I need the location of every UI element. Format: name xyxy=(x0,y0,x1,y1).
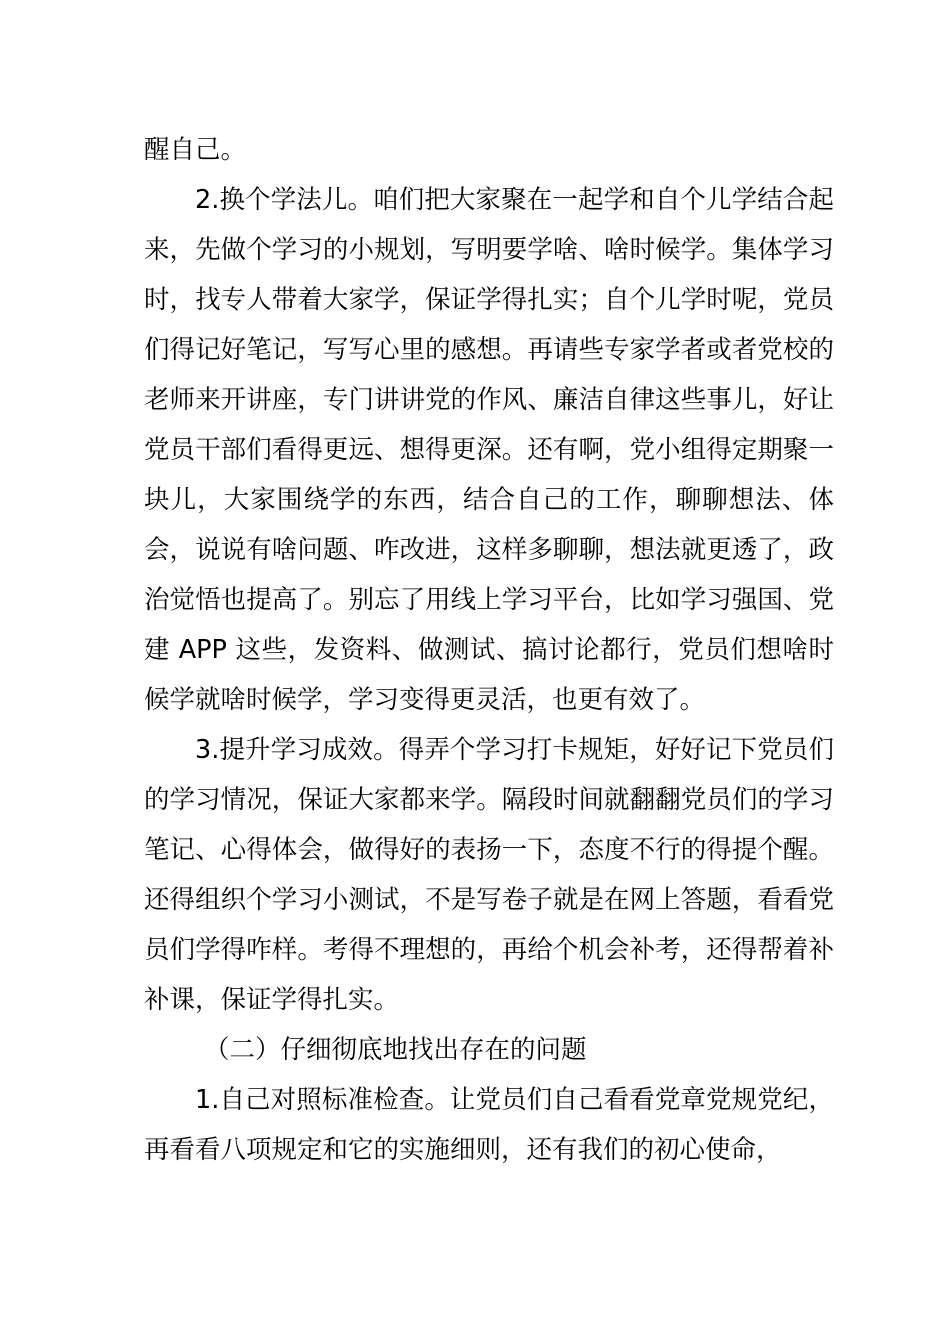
document-body xyxy=(144,125,834,1175)
paragraph-continuation: 醒自己。 xyxy=(144,135,247,165)
paragraph-item-2: 2.换个学法儿。咱们把大家聚在一起学和自个儿学结合起来，先做个学习的小规划，写明要学啥、啥时候学。集体学习时，找专人带着大家学，保证学得扎实；自个儿学时呢，党员们得记好笔记，写写心里的感想。再请些专家学者或者党校的老师来开讲座，专门讲讲党的作风、廉洁自律这些事儿，好让党员干部们看得更远、想得更深。还有啊，党小组得定期聚一块儿，大家围绕学的东西，结合自己的工作，聊聊想法、体会，说说有啥问题、咋改进，这样多聊聊，想法就更透了，政治觉悟也提高了。别忘了用线上学习平台，比如学习强国、党建 APP 这些，发资料、做测试、搞讨论都行，党员们想啥时候学就啥时候学，学习变得更灵活，也更有效了。 xyxy=(144,185,834,715)
paragraph-item-3: 3.提升学习成效。得弄个学习打卡规矩，好好记下党员们的学习情况，保证大家都来学。隔段时间就翻翻党员们的学习笔记、心得体会，做得好的表扬一下，态度不行的得提个醒。还得组织个学习小测试，不是写卷子就是在网上答题，看看党员们学得咋样。考得不理想的，再给个机会补考，还得帮着补补课，保证学得扎实。 xyxy=(144,735,834,1015)
paragraph-item-1: 1.自己对照标准检查。让党员们自己看看党章党规党纪，再看看八项规定和它的实施细则，还有我们的初心使命， xyxy=(144,1085,834,1165)
section-heading: （二）仔细彻底地找出存在的问题 xyxy=(204,1035,587,1065)
